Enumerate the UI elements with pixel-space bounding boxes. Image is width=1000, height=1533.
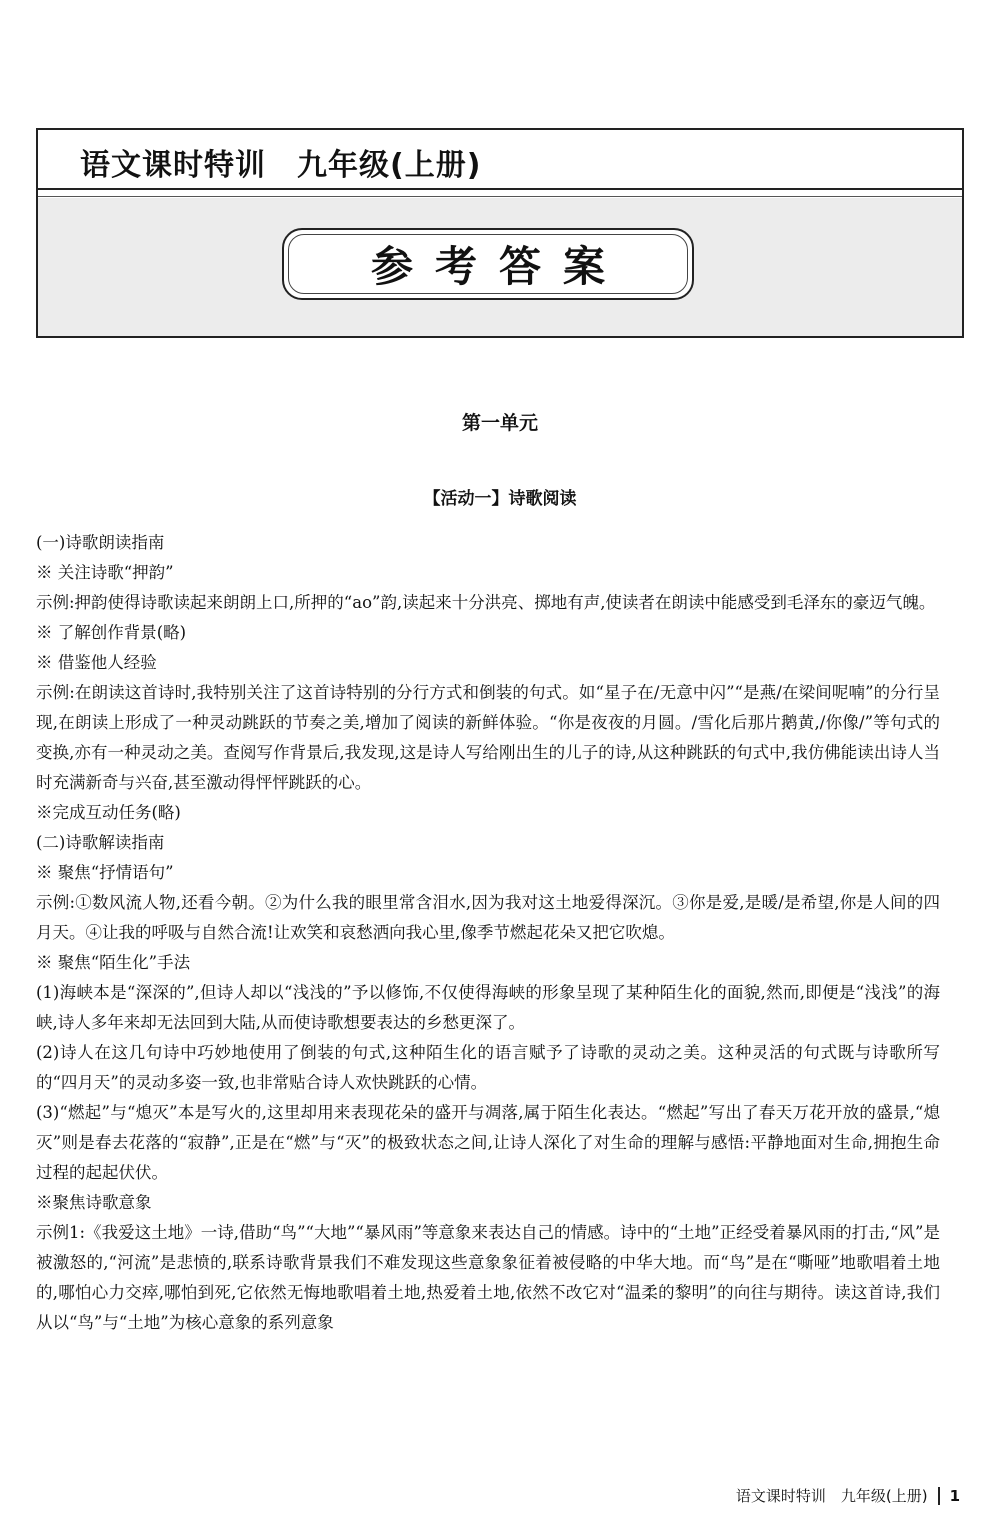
paragraph: ※ 聚焦“抒情语句” — [36, 863, 174, 882]
activity-title: 【活动一】诗歌阅读 — [423, 489, 577, 509]
answer-banner — [282, 228, 694, 300]
header-box — [36, 128, 964, 338]
paragraph: ※完成互动任务(略) — [36, 803, 181, 822]
paragraph: (3)“燃起”与“熄灭”本是写火的,这里却用来表现花朵的盛开与凋落,属于陌生化表达。“燃起”写出了春天万花开放的盛景,“熄灭”则是春去花落的“寂静”,正是在“燃”与“灭”的极致状态之间,让诗人深化了对生命的理解与感悟:平静地面对生命,拥抱生命过程的起起伏伏。 — [36, 1103, 940, 1182]
header-band — [38, 198, 962, 336]
paragraph: ※ 借鉴他人经验 — [36, 653, 157, 672]
header-divider — [38, 188, 962, 190]
paragraph: (2)诗人在这几句诗中巧妙地使用了倒装的句式,这种陌生化的语言赋予了诗歌的灵动之美。这种灵活的句式既与诗歌所写的“四月天”的灵动多姿一致,也非常贴合诗人欢快跳跃的心情。 — [36, 1043, 940, 1092]
paragraph: ※聚焦诗歌意象 — [36, 1193, 152, 1212]
footer-separator — [938, 1487, 940, 1505]
paragraph: 示例:在朗读这首诗时,我特别关注了这首诗特别的分行方式和倒装的句式。如“星子在/无意中闪”“是燕/在梁间呢喃”的分行呈现,在朗读上形成了一种灵动跳跃的节奏之美,增加了阅读的新鲜体验。“你是夜夜的月圆。/雪化后那片鹅黄,/你像/”等句式的变换,亦有一种灵动之美。查阅写作背景后,我发现,这是诗人写给刚出生的儿子的诗,从这种跳跃的句式中,我仿佛能读出诗人当时充满新奇与兴奋,甚至激动得怦怦跳跃的心。 — [36, 683, 940, 792]
footer-book-title: 语文课时特训 九年级(上册) — [735, 1487, 928, 1505]
paragraph: 示例1:《我爱这土地》一诗,借助“鸟”“大地”“暴风雨”等意象来表达自己的情感。诗中的“土地”正经受着暴风雨的打击,“风”是被激怒的,“河流”是悲愤的,联系诗歌背景我们不难发现这些意象象征着被侵略的中华大地。而“鸟”是在“嘶哑”地歌唱着土地的,哪怕心力交瘁,哪怕到死,它依然无悔地歌唱着土地,热爱着土地,依然不改它对“温柔的黎明”的向往与期待。读这首诗,我们从以“鸟”与“土地”为核心意象的系列意象 — [36, 1223, 940, 1332]
book-title: 语文课时特训 九年级(上册) — [80, 148, 482, 183]
paragraph: 示例:押韵使得诗歌读起来朗朗上口,所押的“ao”韵,读起来十分洪亮、掷地有声,使读者在朗读中能感受到毛泽东的豪迈气魄。 — [36, 593, 936, 612]
paragraph: ※ 聚焦“陌生化”手法 — [36, 953, 191, 972]
unit-title: 第一单元 — [461, 412, 538, 434]
answer-banner-text: 参考答案 — [370, 242, 627, 291]
paragraph: 示例:①数风流人物,还看今朝。②为什么我的眼里常含泪水,因为我对这土地爱得深沉。③你是爱,是暖/是希望,你是人间的四月天。④让我的呼吸与自然合流!让欢笑和哀愁洒向我心里,像季节燃起花朵又把它吹熄。 — [36, 893, 940, 942]
paragraph: (二)诗歌解读指南 — [36, 833, 165, 852]
paragraph: ※ 了解创作背景(略) — [36, 623, 187, 642]
answer-content — [36, 528, 940, 1338]
page-number: 1 — [949, 1486, 960, 1505]
paragraph: (一)诗歌朗读指南 — [36, 533, 165, 552]
paragraph: ※ 关注诗歌“押韵” — [36, 563, 174, 582]
paragraph: (1)海峡本是“深深的”,但诗人却以“浅浅的”予以修饰,不仅使得海峡的形象呈现了某种陌生化的面貌,然而,即便是“浅浅”的海峡,诗人多年来却无法回到大陆,从而使诗歌想要表达的乡愁更深了。 — [36, 983, 940, 1032]
header-divider-thin — [38, 196, 962, 197]
page-footer — [736, 1485, 960, 1506]
